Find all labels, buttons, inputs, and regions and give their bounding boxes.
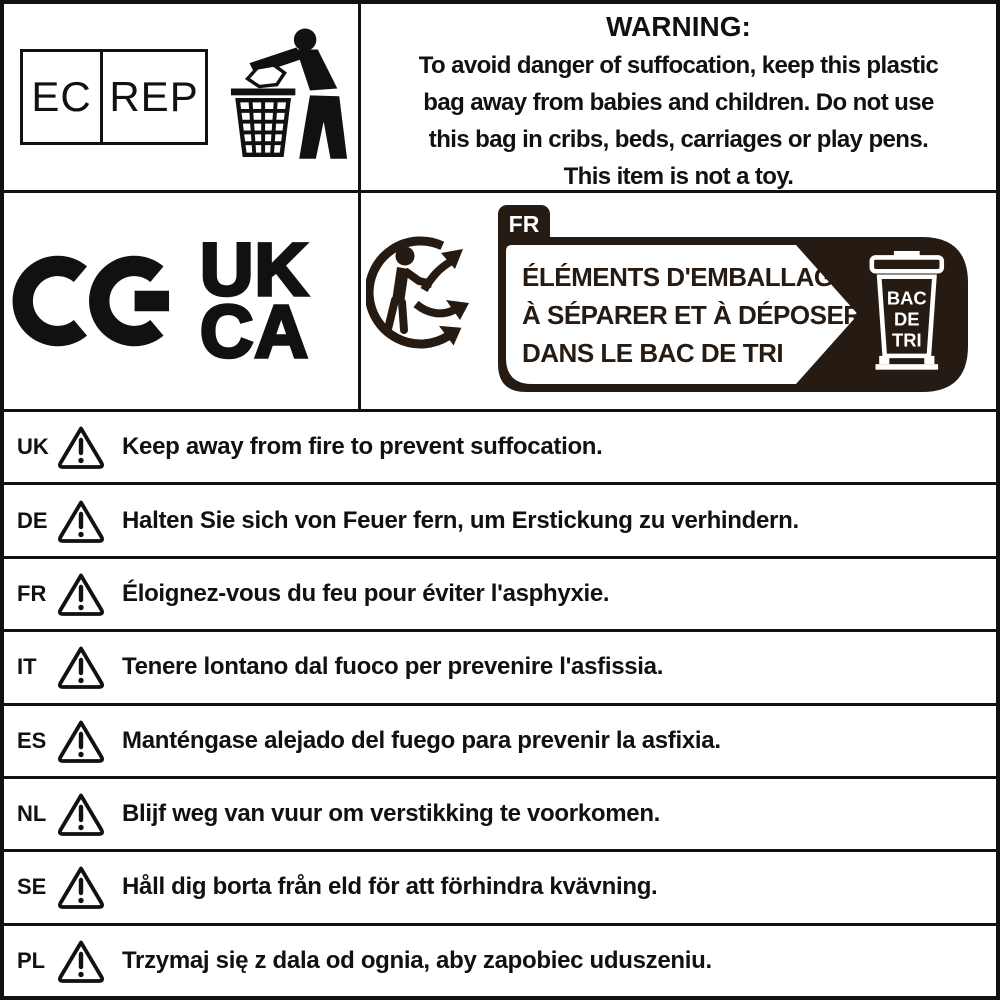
info-tri-line: DANS LE BAC DE TRI [522, 338, 784, 368]
language-warning-row-se [4, 849, 996, 922]
language-warning-row-de [4, 482, 996, 555]
bin-text-line: TRI [891, 329, 922, 351]
info-tri-fr-tab: FR [498, 205, 550, 249]
warning-triangle-icon [57, 938, 105, 984]
bin-text-line: DE [894, 308, 920, 330]
language-warning-text: Trzymaj się z dala od ognia, aby zapobiec uduszeniu. [122, 946, 712, 974]
bin-text-line: BAC [886, 287, 927, 309]
language-warning-row-pl [4, 923, 996, 996]
language-code: IT [17, 654, 37, 680]
language-code: UK [17, 434, 49, 460]
language-warning-text: Éloignez-vous du feu pour éviter l'asphyxie. [122, 579, 610, 607]
warning-triangle-icon [57, 498, 105, 544]
triman-info-tri-section [361, 193, 996, 409]
triman-icon [366, 226, 496, 361]
language-warning-text: Blijf weg van vuur om verstikking te voorkomen. [122, 800, 661, 828]
ec-rep-left-cell: EC [23, 52, 103, 142]
language-warning-row-nl [4, 776, 996, 849]
language-warning-text: Halten Sie sich von Feuer fern, um Erstickung zu verhindern. [122, 506, 799, 534]
ce-mark-icon [12, 250, 182, 352]
language-warning-row-es [4, 703, 996, 776]
warning-triangle-icon [57, 864, 105, 910]
warning-line: To avoid danger of suffocation, keep this plastic [418, 52, 939, 79]
language-warning-text: Håll dig borta från eld för att förhindra kvävning. [122, 873, 658, 901]
language-warning-text: Tenere lontano dal fuoco per prevenire l'asfissia. [122, 653, 664, 681]
warning-line: bag away from babies and children. Do not use [423, 89, 934, 116]
top-row [4, 4, 996, 190]
warning-line: this bag in cribs, beds, carriages or play pens. [428, 126, 929, 153]
compliance-row [4, 190, 996, 409]
ukca-line-ca: CA [200, 290, 309, 373]
warning-triangle-icon [57, 424, 105, 470]
language-warning-row-it [4, 629, 996, 702]
warning-triangle-icon [57, 571, 105, 617]
ec-rep-right-cell: REP [109, 73, 199, 120]
language-warning-text: Keep away from fire to prevent suffocation. [122, 433, 603, 461]
language-code: NL [17, 801, 47, 827]
warning-section [361, 4, 996, 190]
warning-triangle-icon [57, 718, 105, 764]
ec-rep-box [20, 49, 208, 145]
ec-rep-section [4, 4, 361, 190]
warning-line: This item is not a toy. [563, 163, 794, 190]
language-code: PL [17, 947, 46, 973]
language-code: SE [17, 874, 47, 900]
language-code: ES [17, 727, 47, 753]
info-tri-line: À SÉPARER ET À DÉPOSER [522, 300, 862, 330]
compliance-marks-section [4, 193, 361, 409]
warning-triangle-icon [57, 791, 105, 837]
tidyman-dispose-icon [228, 12, 350, 164]
language-warning-row-fr [4, 556, 996, 629]
language-code: FR [17, 580, 47, 606]
ukca-mark [200, 227, 309, 373]
language-code: DE [17, 507, 48, 533]
info-tri-plate [498, 237, 968, 392]
warning-title: WARNING: [606, 11, 751, 42]
language-warning-text: Manténgase alejado del fuego para prevenir la asfixia. [122, 726, 721, 754]
language-warning-row-uk [4, 409, 996, 482]
info-tri-line: ÉLÉMENTS D'EMBALLAGE [522, 262, 851, 292]
ukca-line-uk: UK [200, 227, 309, 311]
warning-triangle-icon [57, 644, 105, 690]
